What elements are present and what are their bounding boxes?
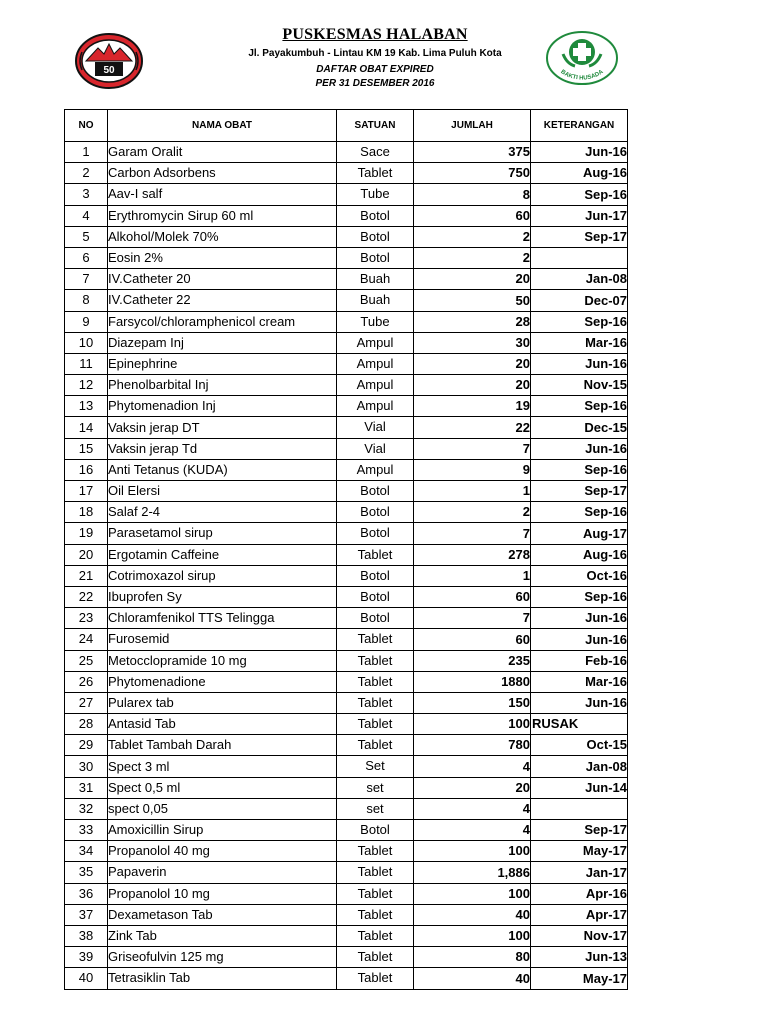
drug-expiry-cell	[531, 692, 628, 713]
drug-unit: Tablet	[337, 925, 414, 946]
drug-expiry-date: Jun-16	[585, 144, 627, 160]
drug-quantity: 22	[414, 417, 531, 438]
row-number: 31	[65, 777, 108, 798]
drug-name: Alkohol/Molek 70%	[108, 226, 337, 247]
drug-name: Spect 0,5 ml	[108, 777, 337, 798]
drug-note: RUSAK	[532, 716, 579, 732]
row-number: 12	[65, 375, 108, 396]
table-row	[65, 205, 628, 226]
drug-expiry-cell	[531, 735, 628, 756]
drug-expiry-cell	[531, 904, 628, 925]
drug-expiry-date: Oct-15	[586, 737, 627, 753]
drug-unit: Tablet	[337, 544, 414, 565]
row-number: 26	[65, 671, 108, 692]
table-row	[65, 629, 628, 650]
table-row	[65, 714, 628, 735]
drug-name: IV.Catheter 20	[108, 269, 337, 290]
drug-unit: Tube	[337, 311, 414, 332]
drug-expiry-cell	[531, 502, 628, 523]
page-title: PUSKESMAS HALABAN	[282, 26, 468, 43]
drug-unit: Tablet	[337, 650, 414, 671]
drug-unit: Botol	[337, 205, 414, 226]
drug-name: Diazepam Inj	[108, 332, 337, 353]
drug-expiry-date: Dec-07	[584, 292, 627, 308]
row-number: 28	[65, 714, 108, 735]
drug-quantity: 2	[414, 502, 531, 523]
table-header-row	[65, 110, 628, 142]
header-ket: KETERANGAN	[531, 110, 628, 142]
drug-unit: Tablet	[337, 904, 414, 925]
table-row	[65, 968, 628, 989]
drug-quantity: 20	[414, 353, 531, 374]
drug-name: Farsycol/chloramphenicol cream	[108, 311, 337, 332]
drug-name: Ergotamin Caffeine	[108, 544, 337, 565]
drug-expiry-date: Jun-16	[585, 695, 627, 711]
row-number: 13	[65, 396, 108, 417]
drug-expiry-date: Apr-17	[585, 906, 627, 922]
drug-expiry-date: Jun-17	[585, 207, 627, 223]
row-number: 33	[65, 820, 108, 841]
drug-unit: Tablet	[337, 671, 414, 692]
drug-name: Garam Oralit	[108, 142, 337, 163]
svg-text:50: 50	[103, 65, 115, 76]
drug-expiry-cell	[531, 247, 628, 268]
drug-unit: Botol	[337, 481, 414, 502]
drug-unit: Botol	[337, 565, 414, 586]
drug-unit: Tablet	[337, 841, 414, 862]
drug-name: IV.Catheter 22	[108, 290, 337, 311]
drug-quantity: 100	[414, 714, 531, 735]
drug-expiry-cell	[531, 417, 628, 438]
drug-name: Oil Elersi	[108, 481, 337, 502]
drug-quantity: 28	[414, 311, 531, 332]
drug-unit: set	[337, 777, 414, 798]
row-number: 4	[65, 205, 108, 226]
document-header	[0, 0, 768, 105]
drug-name: Papaverin	[108, 862, 337, 883]
drug-name: Parasetamol sirup	[108, 523, 337, 544]
drug-expiry-date: Sep-16	[584, 186, 627, 202]
drug-expiry-cell	[531, 226, 628, 247]
drug-expiry-date: Nov-15	[583, 377, 627, 393]
drug-quantity: 235	[414, 650, 531, 671]
table-row	[65, 777, 628, 798]
drug-unit: Tablet	[337, 692, 414, 713]
drug-name: Ibuprofen Sy	[108, 586, 337, 607]
drug-name: Erythromycin Sirup 60 ml	[108, 205, 337, 226]
drug-expiry-cell	[531, 565, 628, 586]
drug-unit: Botol	[337, 523, 414, 544]
drug-expiry-cell	[531, 184, 628, 205]
drug-expiry-date: Mar-16	[585, 334, 627, 350]
row-number: 29	[65, 735, 108, 756]
drug-expiry-date: Jun-16	[585, 610, 627, 626]
drug-quantity: 80	[414, 947, 531, 968]
drug-unit: Botol	[337, 247, 414, 268]
drug-name: Zink Tab	[108, 925, 337, 946]
table-row	[65, 417, 628, 438]
row-number: 9	[65, 311, 108, 332]
drug-expiry-cell	[531, 820, 628, 841]
drug-quantity: 60	[414, 586, 531, 607]
drug-expiry-cell	[531, 163, 628, 184]
drug-expiry-date: Sep-16	[584, 398, 627, 414]
row-number: 32	[65, 798, 108, 819]
drug-expiry-date: Dec-15	[584, 419, 627, 435]
drug-unit: Tablet	[337, 735, 414, 756]
document-subtitle: DAFTAR OBAT EXPIRED	[316, 64, 434, 75]
table-row	[65, 142, 628, 163]
drug-name: Tablet Tambah Darah	[108, 735, 337, 756]
drug-name: Eosin 2%	[108, 247, 337, 268]
header-no: NO	[65, 110, 108, 142]
drug-name: Propanolol 10 mg	[108, 883, 337, 904]
drug-expiry-cell	[531, 375, 628, 396]
drug-name: Phenolbarbital Inj	[108, 375, 337, 396]
drug-expiry-cell	[531, 714, 628, 735]
drug-quantity: 750	[414, 163, 531, 184]
drug-unit: Botol	[337, 820, 414, 841]
row-number: 18	[65, 502, 108, 523]
table-row	[65, 290, 628, 311]
drug-expiry-date: Sep-16	[584, 313, 627, 329]
drug-expiry-date: Jun-13	[585, 949, 627, 965]
drug-name: Metocclopramide 10 mg	[108, 650, 337, 671]
drug-quantity: 8	[414, 184, 531, 205]
drug-expiry-date: Jan-08	[585, 271, 627, 287]
drug-expiry-date: Sep-16	[584, 504, 627, 520]
row-number: 5	[65, 226, 108, 247]
drug-expiry-cell	[531, 353, 628, 374]
drug-expiry-date: Jun-14	[585, 779, 627, 795]
drug-quantity: 1	[414, 481, 531, 502]
drug-expiry-date: May-17	[582, 970, 627, 986]
row-number: 16	[65, 459, 108, 480]
table-row	[65, 184, 628, 205]
drug-expiry-date: Sep-17	[584, 483, 627, 499]
table-row	[65, 396, 628, 417]
drug-quantity: 375	[414, 142, 531, 163]
row-number: 8	[65, 290, 108, 311]
drug-expiry-cell	[531, 608, 628, 629]
drug-name: Tetrasiklin Tab	[108, 968, 337, 989]
drug-unit: Ampul	[337, 375, 414, 396]
drug-unit: Vial	[337, 417, 414, 438]
drug-unit: set	[337, 798, 414, 819]
row-number: 39	[65, 947, 108, 968]
drug-expiry-date: Jun-16	[585, 631, 627, 647]
drug-quantity: 4	[414, 756, 531, 777]
drug-quantity: 7	[414, 438, 531, 459]
drug-quantity: 19	[414, 396, 531, 417]
drug-expiry-cell	[531, 862, 628, 883]
drug-expiry-cell	[531, 756, 628, 777]
drug-unit: Buah	[337, 269, 414, 290]
drug-quantity: 100	[414, 883, 531, 904]
header-name: NAMA OBAT	[108, 110, 337, 142]
table-row	[65, 841, 628, 862]
header-qty: JUMLAH	[414, 110, 531, 142]
drug-expiry-date: Jun-16	[585, 356, 627, 372]
drug-name: Griseofulvin 125 mg	[108, 947, 337, 968]
drug-expiry-date: Aug-16	[582, 546, 627, 562]
bakti-husada-logo	[545, 30, 619, 86]
table-row	[65, 375, 628, 396]
drug-name: Spect 3 ml	[108, 756, 337, 777]
drug-quantity: 9	[414, 459, 531, 480]
expired-drug-table	[64, 109, 628, 990]
row-number: 24	[65, 629, 108, 650]
drug-expiry-date: Oct-16	[586, 567, 627, 583]
drug-expiry-date: Sep-16	[584, 589, 627, 605]
drug-unit: Botol	[337, 608, 414, 629]
table-row	[65, 904, 628, 925]
drug-quantity: 60	[414, 205, 531, 226]
drug-unit: Sace	[337, 142, 414, 163]
drug-expiry-cell	[531, 798, 628, 819]
drug-expiry-cell	[531, 205, 628, 226]
drug-name: Aav-I salf	[108, 184, 337, 205]
table-row	[65, 332, 628, 353]
drug-expiry-cell	[531, 481, 628, 502]
drug-quantity: 100	[414, 841, 531, 862]
drug-name: Antasid Tab	[108, 714, 337, 735]
drug-name: Phytomenadion Inj	[108, 396, 337, 417]
row-number: 10	[65, 332, 108, 353]
table-row	[65, 163, 628, 184]
drug-quantity: 1	[414, 565, 531, 586]
table-row	[65, 947, 628, 968]
drug-expiry-date: Aug-17	[582, 525, 627, 541]
row-number: 15	[65, 438, 108, 459]
drug-name: Phytomenadione	[108, 671, 337, 692]
drug-quantity: 30	[414, 332, 531, 353]
drug-quantity: 100	[414, 925, 531, 946]
row-number: 21	[65, 565, 108, 586]
district-emblem-logo	[74, 32, 144, 90]
drug-expiry-date: Jun-16	[585, 440, 627, 456]
drug-expiry-date: Apr-16	[585, 885, 627, 901]
table-body	[65, 142, 628, 990]
drug-unit: Tablet	[337, 629, 414, 650]
drug-expiry-cell	[531, 269, 628, 290]
drug-expiry-date: Nov-17	[583, 928, 627, 944]
drug-expiry-cell	[531, 947, 628, 968]
drug-expiry-cell	[531, 777, 628, 798]
row-number: 38	[65, 925, 108, 946]
table-row	[65, 226, 628, 247]
drug-expiry-cell	[531, 523, 628, 544]
table-row	[65, 608, 628, 629]
drug-expiry-date: Jan-08	[585, 758, 627, 774]
table-row	[65, 735, 628, 756]
drug-unit: Tablet	[337, 947, 414, 968]
table-row	[65, 459, 628, 480]
drug-quantity: 7	[414, 608, 531, 629]
drug-name: Dexametason Tab	[108, 904, 337, 925]
drug-quantity: 20	[414, 269, 531, 290]
drug-name: Vaksin jerap DT	[108, 417, 337, 438]
drug-unit: Tablet	[337, 883, 414, 904]
drug-name: Anti Tetanus (KUDA)	[108, 459, 337, 480]
table-row	[65, 502, 628, 523]
drug-quantity: 20	[414, 375, 531, 396]
drug-expiry-date: Sep-16	[584, 462, 627, 477]
drug-unit: Botol	[337, 502, 414, 523]
drug-expiry-cell	[531, 650, 628, 671]
drug-quantity: 50	[414, 290, 531, 311]
document-period: PER 31 DESEMBER 2016	[315, 78, 435, 89]
row-number: 40	[65, 968, 108, 989]
drug-expiry-cell	[531, 629, 628, 650]
table-row	[65, 523, 628, 544]
drug-quantity: 40	[414, 904, 531, 925]
drug-expiry-cell	[531, 290, 628, 311]
drug-unit: Botol	[337, 226, 414, 247]
drug-unit: Ampul	[337, 332, 414, 353]
row-number: 14	[65, 417, 108, 438]
drug-name: Amoxicillin Sirup	[108, 820, 337, 841]
drug-unit: Set	[337, 756, 414, 777]
drug-expiry-cell	[531, 438, 628, 459]
row-number: 37	[65, 904, 108, 925]
drug-name: Furosemid	[108, 629, 337, 650]
drug-quantity: 2	[414, 226, 531, 247]
row-number: 36	[65, 883, 108, 904]
row-number: 35	[65, 862, 108, 883]
drug-quantity: 60	[414, 629, 531, 650]
drug-expiry-cell	[531, 671, 628, 692]
drug-expiry-date: Sep-17	[584, 822, 627, 838]
table-row	[65, 820, 628, 841]
drug-name: spect 0,05	[108, 798, 337, 819]
row-number: 34	[65, 841, 108, 862]
table-row	[65, 671, 628, 692]
drug-quantity: 4	[414, 798, 531, 819]
table-row	[65, 481, 628, 502]
row-number: 30	[65, 756, 108, 777]
table-row	[65, 862, 628, 883]
drug-expiry-cell	[531, 841, 628, 862]
table-row	[65, 353, 628, 374]
drug-quantity: 780	[414, 735, 531, 756]
drug-name: Cotrimoxazol sirup	[108, 565, 337, 586]
drug-name: Vaksin jerap Td	[108, 438, 337, 459]
drug-quantity: 1,886	[414, 862, 531, 883]
drug-expiry-cell	[531, 142, 628, 163]
drug-expiry-cell	[531, 311, 628, 332]
row-number: 6	[65, 247, 108, 268]
drug-expiry-date: Mar-16	[585, 673, 627, 689]
row-number: 3	[65, 184, 108, 205]
drug-expiry-date: Aug-16	[582, 165, 627, 181]
drug-quantity: 278	[414, 544, 531, 565]
drug-expiry-date: Sep-17	[584, 228, 627, 244]
row-number: 7	[65, 269, 108, 290]
drug-unit: Ampul	[337, 353, 414, 374]
drug-unit: Ampul	[337, 459, 414, 480]
drug-quantity: 2	[414, 247, 531, 268]
drug-name: Carbon Adsorbens	[108, 163, 337, 184]
drug-quantity: 4	[414, 820, 531, 841]
table-row	[65, 269, 628, 290]
drug-unit: Ampul	[337, 396, 414, 417]
drug-name: Propanolol 40 mg	[108, 841, 337, 862]
drug-name: Pularex tab	[108, 692, 337, 713]
table-row	[65, 438, 628, 459]
drug-expiry-cell	[531, 883, 628, 904]
drug-unit: Buah	[337, 290, 414, 311]
drug-quantity: 1880	[414, 671, 531, 692]
drug-unit: Vial	[337, 438, 414, 459]
row-number: 2	[65, 163, 108, 184]
svg-text:BAKTI HUSADA: BAKTI HUSADA	[559, 69, 605, 82]
row-number: 1	[65, 142, 108, 163]
table-row	[65, 586, 628, 607]
row-number: 25	[65, 650, 108, 671]
drug-expiry-date: Feb-16	[585, 652, 627, 668]
drug-unit: Tube	[337, 184, 414, 205]
drug-expiry-cell	[531, 544, 628, 565]
drug-name: Salaf 2-4	[108, 502, 337, 523]
row-number: 27	[65, 692, 108, 713]
table-row	[65, 565, 628, 586]
drug-expiry-date: Jan-17	[585, 864, 627, 880]
table-row	[65, 247, 628, 268]
drug-expiry-date: May-17	[582, 843, 627, 859]
table-row	[65, 692, 628, 713]
header-unit: SATUAN	[337, 110, 414, 142]
row-number: 11	[65, 353, 108, 374]
drug-quantity: 20	[414, 777, 531, 798]
drug-name: Chloramfenikol TTS Telingga	[108, 608, 337, 629]
table-row	[65, 311, 628, 332]
row-number: 17	[65, 481, 108, 502]
address-line: Jl. Payakumbuh - Lintau KM 19 Kab. Lima Puluh Kota	[248, 48, 502, 59]
table-row	[65, 883, 628, 904]
table-row	[65, 925, 628, 946]
drug-unit: Tablet	[337, 968, 414, 989]
drug-expiry-cell	[531, 459, 628, 480]
table-row	[65, 798, 628, 819]
drug-name: Epinephrine	[108, 353, 337, 374]
drug-unit: Botol	[337, 586, 414, 607]
drug-unit: Tablet	[337, 163, 414, 184]
row-number: 20	[65, 544, 108, 565]
drug-quantity: 150	[414, 692, 531, 713]
drug-unit: Tablet	[337, 714, 414, 735]
drug-quantity: 40	[414, 968, 531, 989]
row-number: 22	[65, 586, 108, 607]
drug-expiry-cell	[531, 332, 628, 353]
drug-expiry-cell	[531, 396, 628, 417]
drug-quantity: 7	[414, 523, 531, 544]
table-row	[65, 756, 628, 777]
row-number: 23	[65, 608, 108, 629]
row-number: 19	[65, 523, 108, 544]
drug-expiry-cell	[531, 586, 628, 607]
table-row	[65, 650, 628, 671]
drug-expiry-cell	[531, 925, 628, 946]
table-row	[65, 544, 628, 565]
drug-expiry-cell	[531, 968, 628, 989]
drug-unit: Tablet	[337, 862, 414, 883]
